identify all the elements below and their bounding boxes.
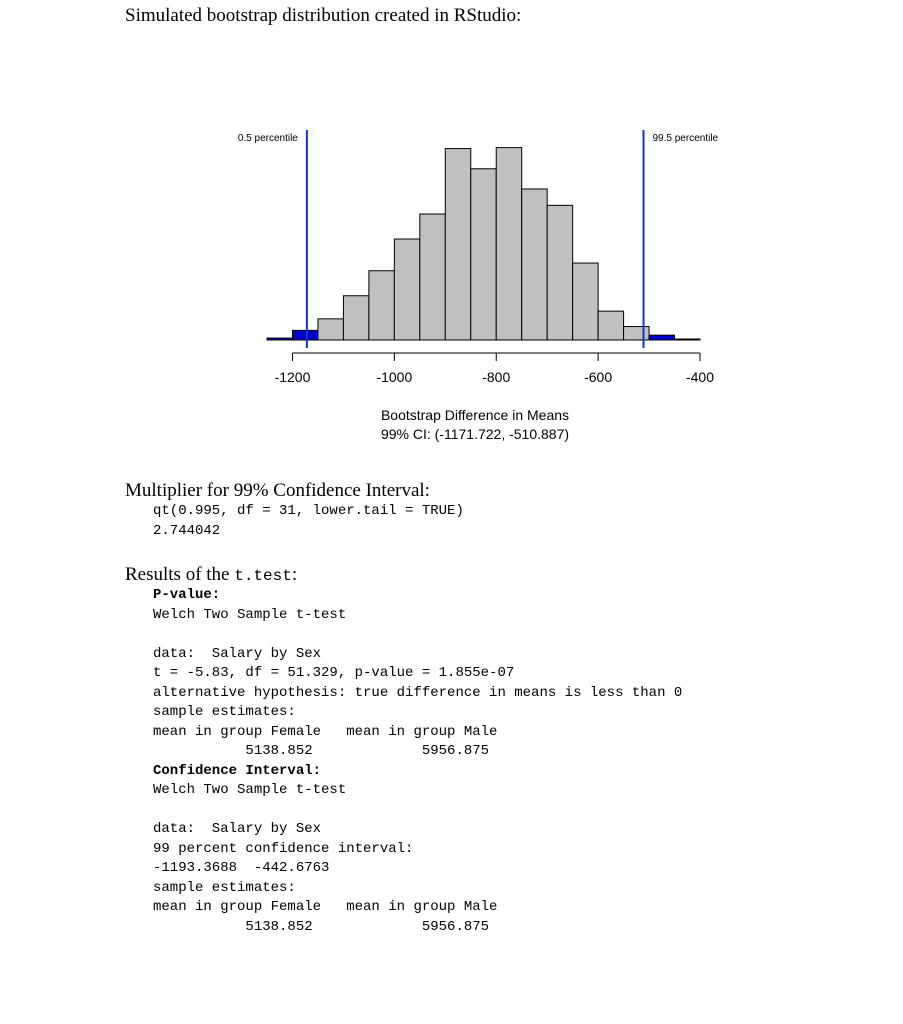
histogram-bar [547, 205, 572, 340]
histogram-bar [496, 148, 521, 340]
ci-label: Confidence Interval: [153, 762, 322, 779]
multiplier-heading: Multiplier for 99% Confidence Interval: [125, 480, 430, 501]
histogram-bar [394, 239, 419, 340]
x-tick-label: -600 [584, 369, 613, 385]
histogram-bar [649, 335, 674, 340]
histogram-bar [471, 169, 496, 340]
histogram-bar [292, 330, 317, 340]
x-tick-label: -800 [482, 369, 511, 385]
percentile-label: 0.5 percentile [237, 133, 298, 144]
histogram-bar [369, 271, 394, 340]
histogram-bar [267, 338, 292, 340]
histogram-bar [624, 327, 649, 340]
histogram-bar [522, 189, 547, 340]
histogram-bar [675, 339, 700, 340]
ci-caption: 99% CI: (-1171.722, -510.887) [380, 426, 570, 442]
histogram-bar [598, 311, 623, 340]
x-tick-label: -400 [685, 369, 715, 385]
histogram-bar [445, 149, 470, 340]
histogram-bar [420, 214, 445, 340]
results-heading [125, 564, 297, 587]
histogram-bar [343, 296, 368, 340]
pvalue-label: P-value: [153, 587, 221, 603]
x-tick-label: -1000 [376, 369, 413, 385]
page-title: Simulated bootstrap distribution created in RStudio: [125, 5, 522, 26]
percentile-label: 99.5 percentile [652, 133, 719, 144]
results-heading-code: t.test [234, 567, 292, 585]
histogram-bar [318, 319, 343, 340]
bootstrap-histogram [220, 120, 740, 450]
pvalue-output: Welch Two Sample t-test data: Salary by Sex t = -5.83, df = 51.329, p-value = 1.855e-07 alternative hypothesis: true difference in means is less than 0 sample estimates: mean in group Female mean in group Male 5138.852 5956.875 [153, 606, 683, 759]
x-axis-label: Bootstrap Difference in Means [380, 407, 570, 423]
results-heading-prefix: Results of the [125, 564, 235, 585]
x-axis [275, 353, 715, 385]
histogram-bars [267, 148, 700, 340]
ci-output: Welch Two Sample t-test data: Salary by Sex 99 percent confidence interval: -1193.3688 -442.6763 sample estimates: mean in group Female mean in group Male 5138.852 5956.875 [153, 782, 498, 935]
histogram-bar [573, 263, 598, 340]
x-tick-label: -1200 [274, 369, 311, 385]
results-heading-suffix: : [291, 564, 298, 585]
multiplier-code: qt(0.995, df = 31, lower.tail = TRUE) 2.744042 [153, 503, 464, 539]
results-output [153, 586, 682, 937]
